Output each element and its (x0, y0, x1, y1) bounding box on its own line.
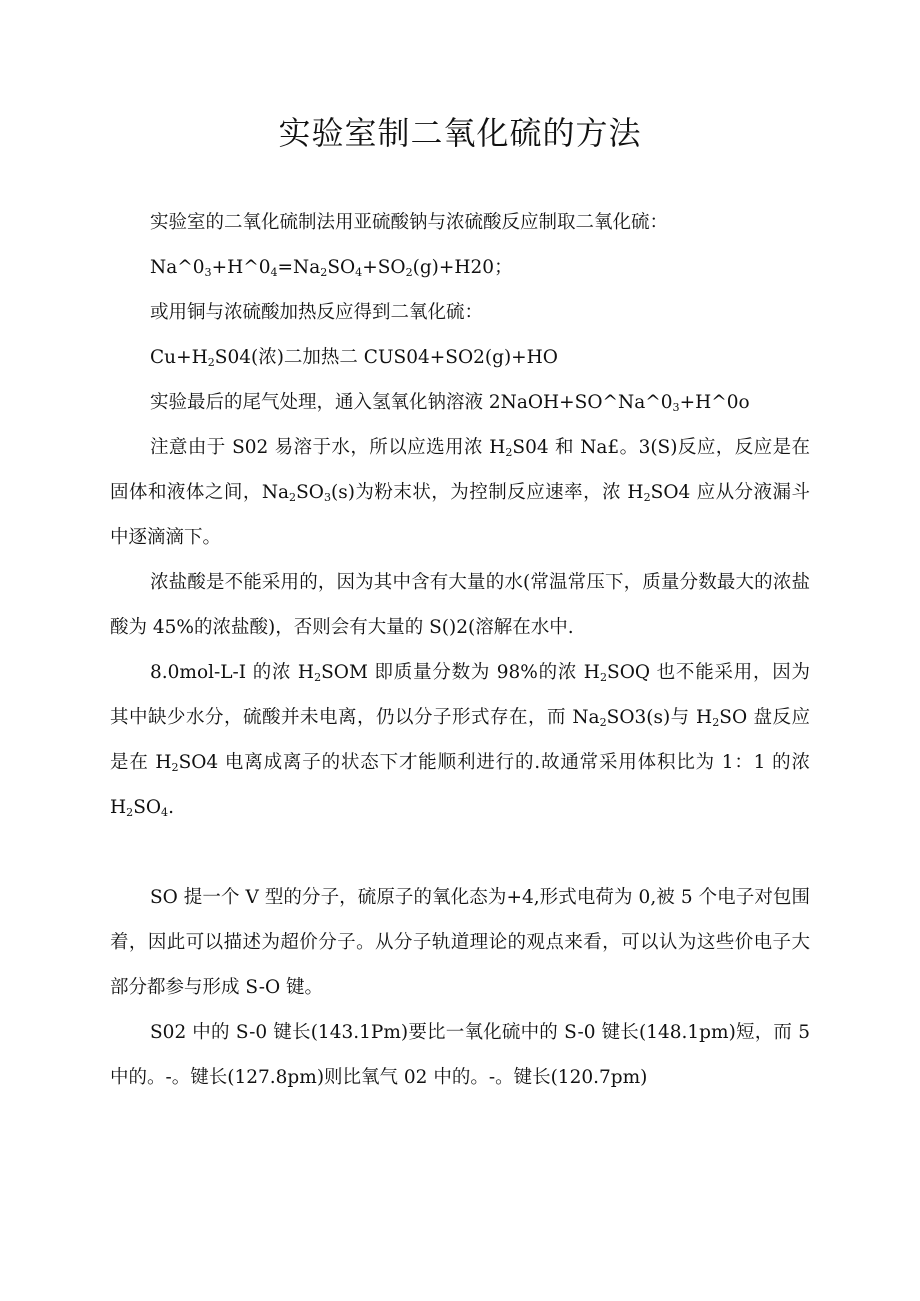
subscript: 2 (320, 265, 328, 279)
paragraph (110, 245, 810, 290)
text-run: 8.0mol-L-I 的浓 H (150, 662, 315, 683)
page-title: 实验室制二氧化硫的方法 (278, 114, 642, 152)
text-run: =Na (277, 257, 321, 278)
text-run: 或用铜与浓硫酸加热反应得到二氧化硫： (150, 302, 484, 323)
paragraph (110, 560, 810, 650)
text-run: Na^0 (150, 257, 205, 278)
text-run: 注意由于 S02 易溶于水，所以应选用浓 H (150, 437, 506, 458)
text-run: S02 中的 S-0 键长(143.1Pm)要比一氧化硫中的 S-0 键长(148.1pm)短，而 5 中的。-。键长(127.8pm)则比氧气 02 中的。-。键长(120.7pm) (110, 1022, 810, 1088)
text-run: . (168, 797, 174, 818)
text-run: 实验最后的尾气处理，通入氢氧化钠溶液 2NaOH+SO^Na^0 (150, 392, 673, 413)
text-run: (s)为粉末状，为控制反应速率，浓 H (331, 482, 644, 503)
text-run: SOM 即质量分数为 98%的浓 H (321, 662, 600, 683)
text-run: SO 提一个 V 型的分子，硫原子的氧化态为+4,形式电荷为 0,被 5 个电子对包围着，因此可以描述为超价分子。从分子轨道理论的观点来看，可以认为这些价电子大部分都参与形成 S-O 键。 (110, 887, 810, 998)
paragraph (110, 875, 810, 1010)
text-run: SO 盘反应是在 H (110, 707, 810, 773)
subscript: 3 (323, 490, 331, 504)
subscript: 2 (171, 760, 179, 774)
subscript: 2 (126, 805, 134, 819)
paragraph (110, 425, 810, 560)
text-run: +SO (362, 257, 406, 278)
subscript: 3 (204, 265, 212, 279)
paragraph (110, 200, 810, 245)
paragraph (110, 1010, 810, 1100)
document-body (110, 200, 810, 1100)
text-run: S04 和 Na£。3(S)反应，反应是在固体和液体之间，Na (110, 437, 811, 503)
text-run: SO (327, 257, 356, 278)
subscript: 2 (599, 670, 608, 684)
subscript: 2 (599, 715, 607, 729)
text-run: 实验室的二氧化硫制法用亚硫酸钠与浓硫酸反应制取二氧化硫： (150, 212, 669, 233)
paragraph (110, 335, 810, 380)
paragraph (110, 290, 810, 335)
paragraph (110, 380, 810, 425)
text-run: +H^0o (679, 392, 750, 413)
text-run: SO (296, 482, 324, 503)
subscript: 2 (643, 490, 651, 504)
text-run: SO4 电离成离子的状态下才能顺利进行的.故通常采用体积比为 1：1 的浓 H (110, 752, 810, 818)
subscript: 4 (355, 265, 363, 279)
text-run: SO4 应从分液漏斗中逐滴滴下。 (110, 482, 810, 548)
text-run: S04(浓)二加热二 CUS04+SO2(g)+HO (214, 347, 558, 368)
subscript: 2 (314, 670, 322, 684)
subscript: 2 (405, 265, 413, 279)
paragraph (110, 650, 810, 830)
text-run: (g)+H20； (412, 257, 513, 278)
text-run: Cu+H (150, 347, 208, 368)
text-run: SOQ 也不能采用，因为其中缺少水分，硫酸并未电离，仍以分子形式存在，而 Na (110, 662, 810, 728)
subscript: 2 (712, 715, 720, 729)
subscript: 2 (207, 355, 215, 369)
subscript: 4 (270, 265, 278, 279)
text-run: +H^0 (211, 257, 271, 278)
subscript: 2 (505, 445, 513, 459)
subscript: 2 (289, 490, 297, 504)
text-run: 浓盐酸是不能采用的，因为其中含有大量的水(常温常压下，质量分数最大的浓盐酸为 45%的浓盐酸)，否则会有大量的 S()2(溶解在水中. (110, 572, 810, 638)
text-run: SO (133, 797, 162, 818)
text-run: SO3(s)与 H (606, 707, 713, 728)
subscript: 3 (672, 400, 680, 414)
subscript: 4 (161, 805, 169, 819)
